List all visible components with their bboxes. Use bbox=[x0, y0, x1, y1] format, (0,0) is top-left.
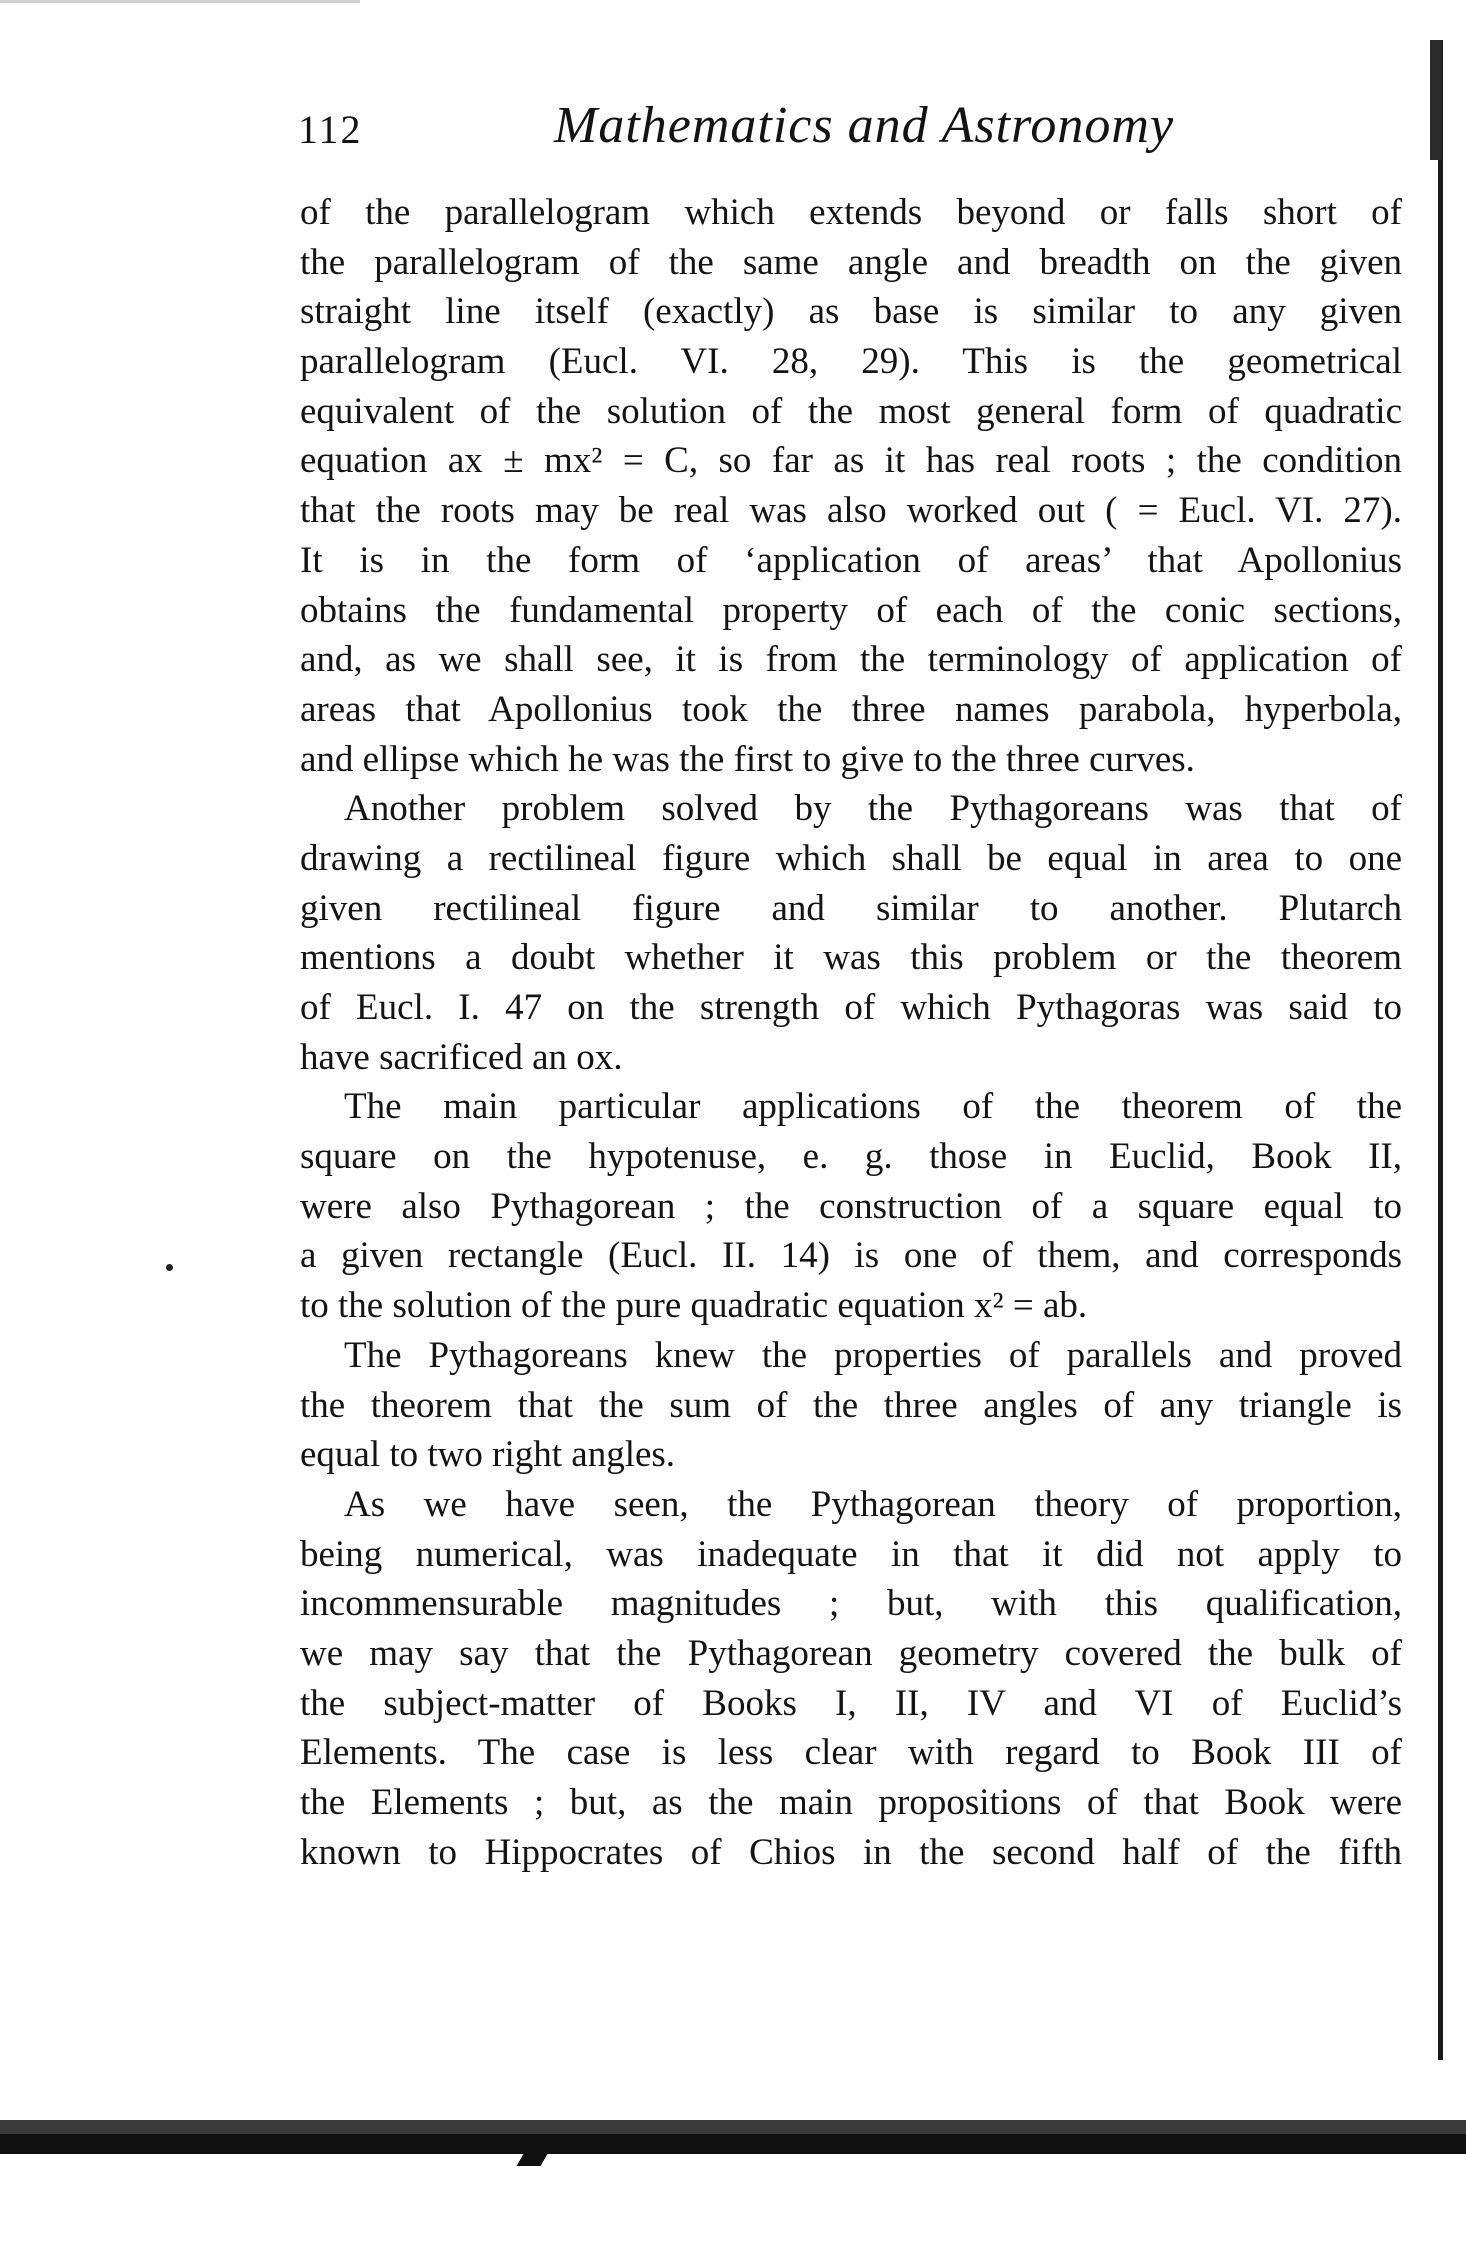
text-line: equation ax ± mx² = C, so far as it has real roots ; the condition bbox=[300, 440, 1402, 482]
text-line: known to Hippocrates of Chios in the second half of the fifth bbox=[300, 1831, 1402, 1873]
scan-bottom-edge bbox=[0, 2120, 1466, 2180]
text-line: It is in the form of ‘application of areas’ that Apollonius bbox=[300, 539, 1402, 581]
text-line: to the solution of the pure quadratic equation x² = ab. bbox=[300, 1285, 1088, 1327]
text-line: drawing a rectilineal figure which shall be equal in area to one bbox=[300, 837, 1402, 879]
scan-bottom-tick bbox=[517, 2154, 548, 2166]
text-line: square on the hypotenuse, e. g. those in Euclid, Book II, bbox=[300, 1136, 1402, 1178]
text-line: being numerical, was inadequate in that it did not apply to bbox=[300, 1533, 1402, 1575]
text-line: of Eucl. I. 47 on the strength of which Pythagoras was said to bbox=[300, 987, 1402, 1028]
text-line: equivalent of the solution of the most general form of quadratic bbox=[300, 390, 1402, 432]
running-header bbox=[298, 96, 1408, 176]
text-line: the parallelogram of the same angle and breadth on the given bbox=[300, 241, 1402, 283]
text-line: equal to two right angles. bbox=[300, 1434, 676, 1476]
scan-bottom-band bbox=[0, 2134, 1466, 2154]
text-line: obtains the fundamental property of each of the conic sections, bbox=[300, 589, 1402, 631]
text-line: and, as we shall see, it is from the terminology of application of bbox=[300, 639, 1402, 681]
scan-right-edge-fold bbox=[1430, 40, 1442, 160]
text-line: have sacrificed an ox. bbox=[300, 1036, 623, 1078]
text-line: we may say that the Pythagorean geometry covered the bulk of bbox=[300, 1632, 1402, 1674]
text-line: a given rectangle (Eucl. II. 14) is one of them, and corresponds bbox=[300, 1235, 1402, 1277]
text-line: that the roots may be real was also worked out ( = Eucl. VI. 27). bbox=[300, 490, 1402, 532]
text-line: incommensurable magnitudes ; but, with this qualification, bbox=[300, 1583, 1402, 1625]
scan-bottom-shadow bbox=[0, 2120, 1466, 2134]
scan-top-edge bbox=[0, 0, 360, 3]
text-line: Elements. The case is less clear with regard to Book III of bbox=[300, 1732, 1402, 1774]
text-line: mentions a doubt whether it was this problem or the theorem bbox=[300, 937, 1402, 979]
text-line: the Elements ; but, as the main propositions of that Book were bbox=[300, 1782, 1402, 1823]
text-line: the subject-matter of Books I, II, IV and VI of Euclid’s bbox=[300, 1682, 1402, 1724]
running-title: Mathematics and Astronomy bbox=[554, 97, 1175, 154]
paragraph-first-line: The Pythagoreans knew the properties of parallels and proved bbox=[344, 1334, 1402, 1376]
text-line: and ellipse which he was the first to give to the three curves. bbox=[300, 738, 1195, 780]
body-text bbox=[300, 188, 1402, 1877]
text-line: parallelogram (Eucl. VI. 28, 29). This is the geometrical bbox=[300, 341, 1402, 383]
text-line: straight line itself (exactly) as base is similar to any given bbox=[300, 291, 1402, 333]
scan-right-edge bbox=[1438, 40, 1443, 2060]
text-line: of the parallelogram which extends beyond or falls short of bbox=[300, 192, 1402, 233]
paragraph-first-line: Another problem solved by the Pythagoreans was that of bbox=[344, 788, 1402, 830]
paragraph-first-line: As we have seen, the Pythagorean theory of proportion, bbox=[344, 1483, 1402, 1525]
text-line: areas that Apollonius took the three names parabola, hyperbola, bbox=[300, 688, 1402, 730]
text-line: the theorem that the sum of the three angles of any triangle is bbox=[300, 1384, 1402, 1426]
margin-mark bbox=[166, 1264, 173, 1271]
text-line: given rectilineal figure and similar to another. Plutarch bbox=[300, 887, 1402, 929]
paragraph-first-line: The main particular applications of the theorem of the bbox=[344, 1086, 1402, 1128]
page-number: 112 bbox=[298, 107, 363, 152]
text-line: were also Pythagorean ; the construction of a square equal to bbox=[300, 1185, 1402, 1227]
